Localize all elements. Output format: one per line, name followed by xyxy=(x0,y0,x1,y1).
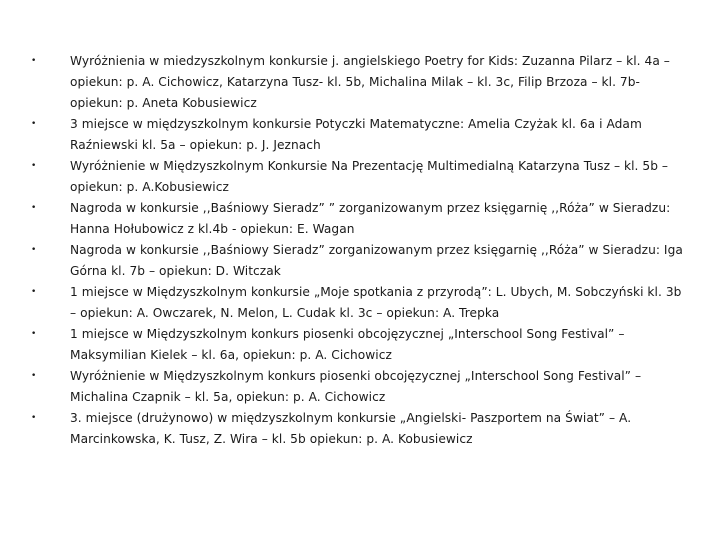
list-item xyxy=(30,408,690,450)
list-item xyxy=(30,51,690,114)
bullet-icon: • xyxy=(31,329,37,339)
award-list xyxy=(30,51,690,450)
award-text: 1 miejsce w Międzyszkolnym konkursie „Moje spotkania z przyrodą”: L. Ubych, M. Sobczyński kl. 3b – opiekun: A. Owczarek, N. Melon, L. Cudak kl. 3c – opiekun: A. Trepka xyxy=(70,285,682,320)
list-item xyxy=(30,240,690,282)
award-text: 1 miejsce w Międzyszkolnym konkurs piosenki obcojęzycznej „Interschool Song Festival” – Maksymilian Kielek – kl. 6a, opiekun: p. A. Cichowicz xyxy=(70,327,625,362)
award-text: Nagroda w konkursie ,,Baśniowy Sieradz” ” zorganizowanym przez księgarnię ,,Róża” w Sieradzu: Hanna Hołubowicz z kl.4b - opiekun: E. Wagan xyxy=(70,201,671,236)
list-item xyxy=(30,282,690,324)
bullet-icon: • xyxy=(31,413,37,423)
bullet-icon: • xyxy=(31,287,37,297)
award-text: Nagroda w konkursie ,,Baśniowy Sieradz” zorganizowanym przez księgarnię ,,Róża” w Sieradzu: Iga Górna kl. 7b – opiekun: D. Witczak xyxy=(70,243,683,278)
list-item xyxy=(30,198,690,240)
list-item xyxy=(30,156,690,198)
bullet-icon: • xyxy=(31,371,37,381)
list-item xyxy=(30,366,690,408)
list-item xyxy=(30,114,690,156)
award-text: Wyróżnienia w miedzyszkolnym konkursie j. angielskiego Poetry for Kids: Zuzanna Pilarz – kl. 4a – opiekun: p. A. Cichowicz, Katarzyna Tusz- kl. 5b, Michalina Milak – kl. 3c, Filip Brzoza – kl. 7b- opiekun: p. Aneta Kobusiewicz xyxy=(70,54,670,110)
award-text: Wyróżnienie w Międzyszkolnym Konkursie Na Prezentację Multimedialną Katarzyna Tusz – kl. 5b – opiekun: p. A.Kobusiewicz xyxy=(70,159,669,194)
bullet-icon: • xyxy=(31,245,37,255)
award-text: 3. miejsce (drużynowo) w międzyszkolnym konkursie „Angielski- Paszportem na Świat” – A. Marcinkowska, K. Tusz, Z. Wira – kl. 5b opiekun: p. A. Kobusiewicz xyxy=(70,411,632,446)
bullet-icon: • xyxy=(31,119,37,129)
award-text: 3 miejsce w międzyszkolnym konkursie Potyczki Matematyczne: Amelia Czyżak kl. 6a i Adam Raźniewski kl. 5a – opiekun: p. J. Jeznach xyxy=(70,117,642,152)
bullet-icon: • xyxy=(31,203,37,213)
bullet-icon: • xyxy=(31,161,37,171)
award-text: Wyróżnienie w Międzyszkolnym konkurs piosenki obcojęzycznej „Interschool Song Festival” – Michalina Czapnik – kl. 5a, opiekun: p. A. Cichowicz xyxy=(70,369,642,404)
list-item xyxy=(30,324,690,366)
bullet-icon: • xyxy=(31,56,37,66)
